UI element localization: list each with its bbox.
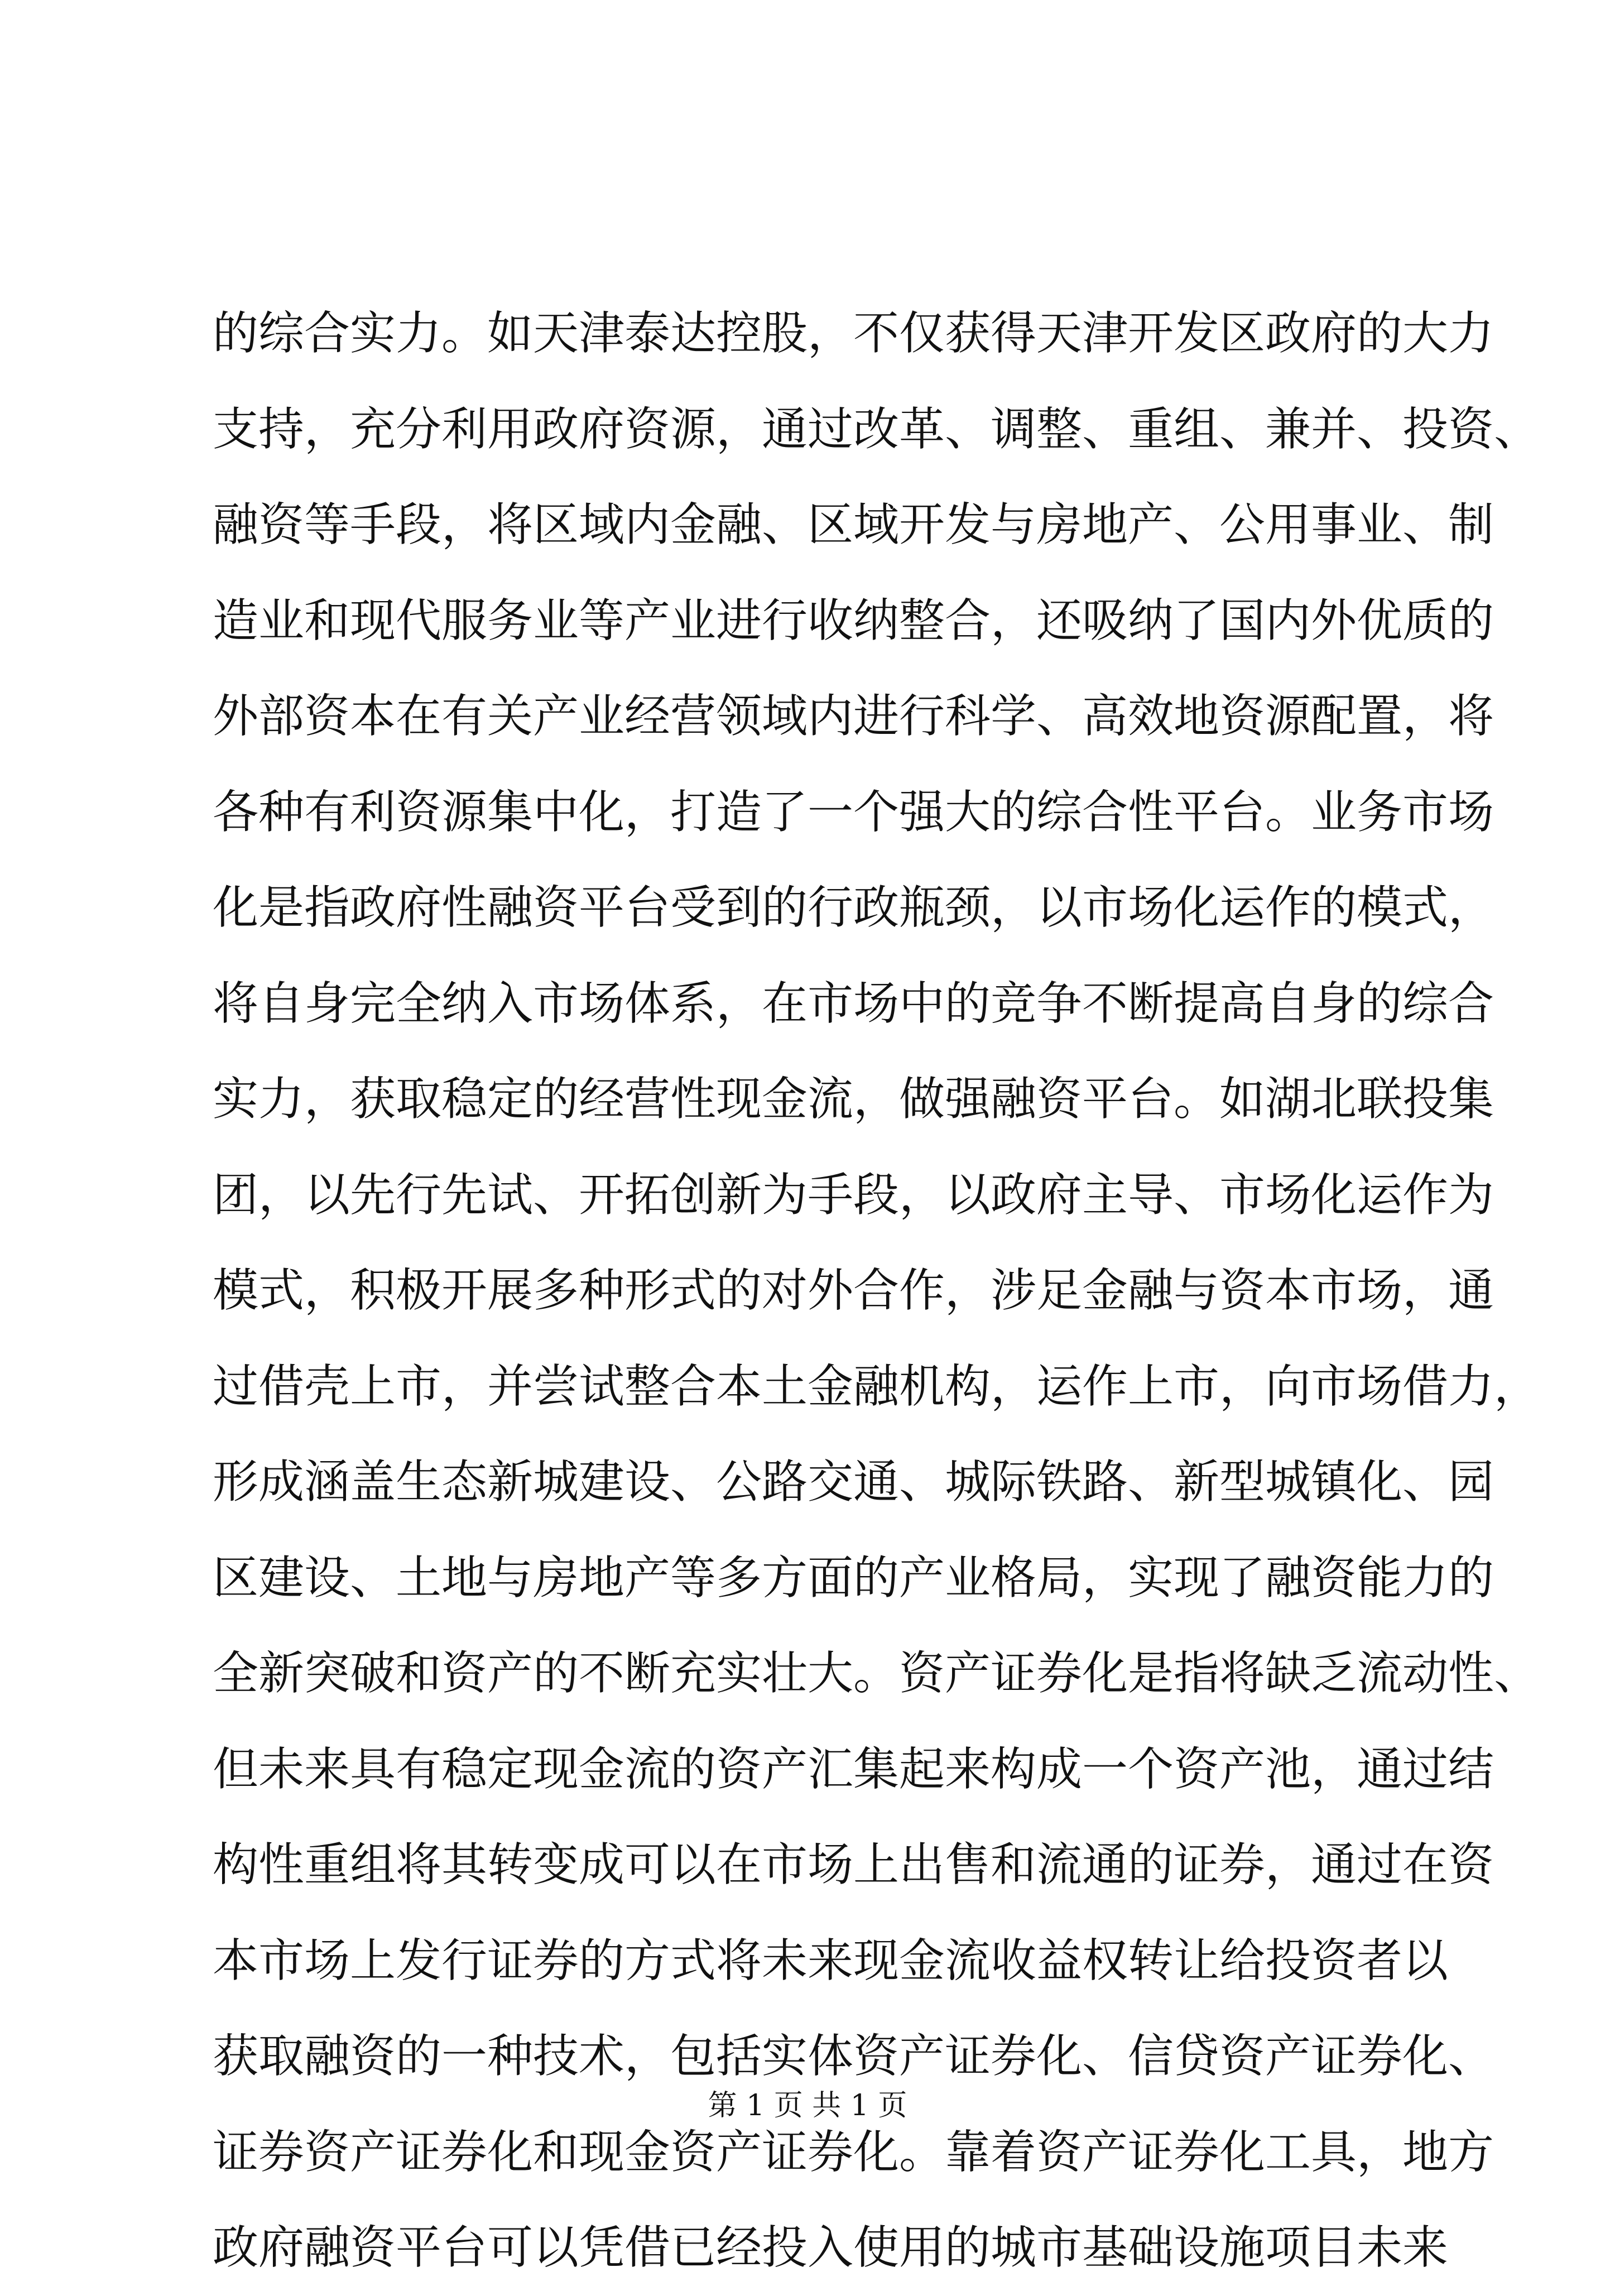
text-line: 团，以先行先试、开拓创新为手段，以政府主导、市场化运作为 [213, 1168, 1494, 1222]
text-line: 证券资产证券化和现金资产证券化。靠着资产证券化工具，地方 [213, 2125, 1494, 2179]
page-footer: 第 1 页 共 1 页 [708, 2089, 907, 2122]
text-line: 实力，获取稳定的经营性现金流，做强融资平台。如湖北联投集 [213, 1073, 1494, 1126]
text-line: 形成涵盖生态新城建设、公路交通、城际铁路、新型城镇化、园 [213, 1456, 1494, 1509]
text-line: 但未来具有稳定现金流的资产汇集起来构成一个资产池，通过结 [213, 1742, 1494, 1796]
text-line: 政府融资平台可以凭借已经投入使用的城市基础设施项目未来 [213, 2221, 1449, 2274]
text-line: 本市场上发行证券的方式将未来现金流收益权转让给投资者以 [213, 1934, 1449, 1987]
text-line: 过借壳上市，并尝试整合本土金融机构，运作上市，向市场借力， [213, 1360, 1540, 1413]
text-line: 构性重组将其转变成可以在市场上出售和流通的证券，通过在资 [213, 1838, 1494, 1891]
text-line: 获取融资的一种技术，包括实体资产证券化、信贷资产证券化、 [213, 2030, 1494, 2083]
text-line: 化是指政府性融资平台受到的行政瓶颈，以市场化运作的模式， [213, 881, 1494, 934]
text-line: 将自身完全纳入市场体系，在市场中的竞争不断提高自身的综合 [213, 977, 1494, 1030]
text-line: 各种有利资源集中化，打造了一个强大的综合性平台。业务市场 [213, 785, 1494, 839]
text-line: 造业和现代服务业等产业进行收纳整合，还吸纳了国内外优质的 [213, 594, 1494, 647]
text-line: 区建设、土地与房地产等多方面的产业格局，实现了融资能力的 [213, 1551, 1494, 1605]
text-line: 支持，充分利用政府资源，通过改革、调整、重组、兼并、投资、 [213, 402, 1540, 456]
text-line: 模式，积极开展多种形式的对外合作，涉足金融与资本市场，通 [213, 1264, 1494, 1317]
text-line: 外部资本在有关产业经营领域内进行科学、高效地资源配置，将 [213, 690, 1494, 743]
body-paragraph [213, 286, 1540, 2296]
text-line: 融资等手段，将区域内金融、区域开发与房地产、公用事业、制 [213, 498, 1494, 551]
text-line: 的综合实力。如天津泰达控股，不仅获得天津开发区政府的大力 [213, 307, 1494, 360]
text-line: 全新突破和资产的不断充实壮大。资产证券化是指将缺乏流动性、 [213, 1647, 1540, 1700]
